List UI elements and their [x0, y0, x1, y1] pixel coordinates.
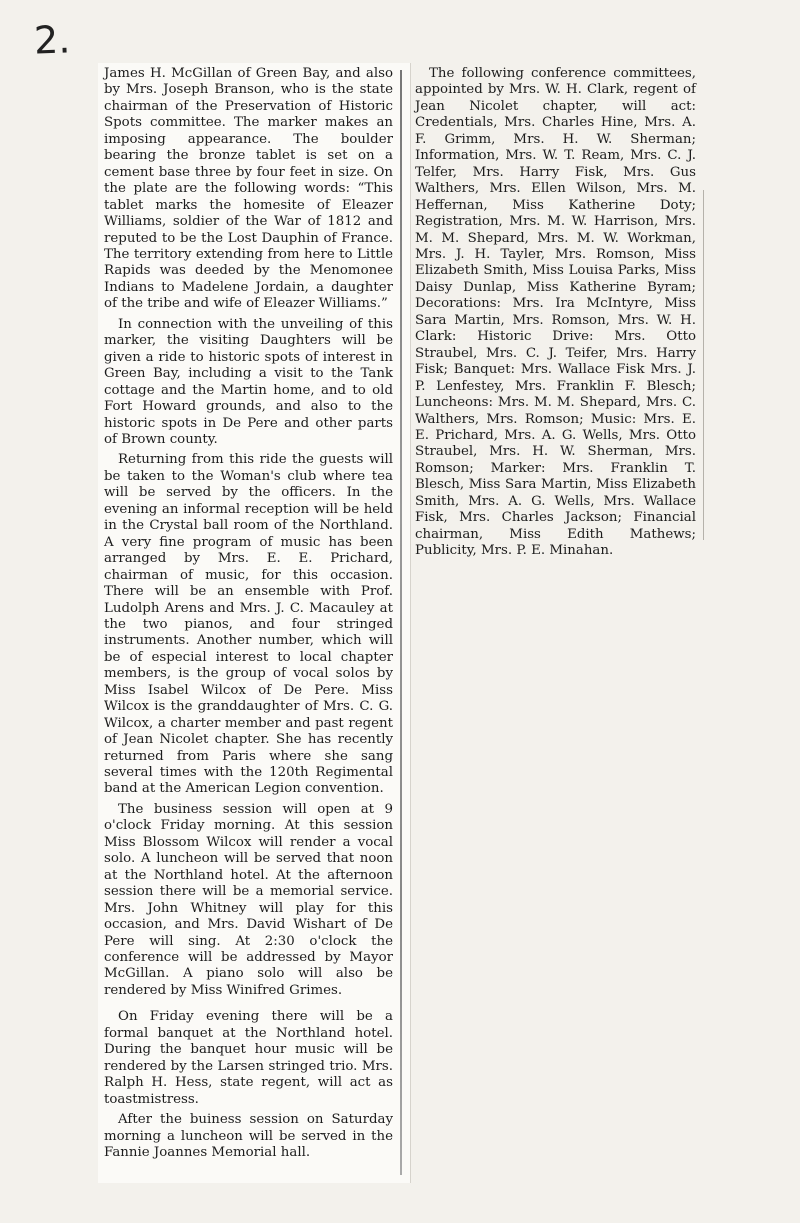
- article-right-column: [415, 66, 696, 564]
- clipping-edge-right: [703, 190, 704, 540]
- article-left-column: [104, 66, 393, 1165]
- left-paragraph-3: Returning from this ride the guests will be taken to the Woman's club where tea will be served by the officers. In the evening an informal reception will be held in the Crystal ball room of the Northland. A very fine program of music has been arranged by Mrs. E. E. Prichard, chairman of music, for this occasion. There will be an ensemble with Prof. Ludolph Arens and Mrs. J. C. Macauley at the two pianos, and four stringed instruments. Another number, which will be of especial interest to local chapter members, is the group of vocal solos by Miss Isabel Wilcox of De Pere. Miss Wilcox is the granddaughter of Mrs. C. G. Wilcox, a charter member and past regent of Jean Nicolet chapter. She has recently returned from Paris where she sang several times with the 120th Regimental band at the American Legion convention.: [104, 452, 393, 797]
- column-divider: [400, 70, 402, 1175]
- left-paragraph-4: The business session will open at 9 o'clock Friday morning. At this session Miss Blossom Wilcox will render a vocal solo. A luncheon will be served that noon at the Northland hotel. At the afternoon session there will be a memorial service. Mrs. John Whitney will play for this occasion, and Mrs. David Wishart of De Pere will sing. At 2:30 o'clock the conference will be addressed by Mayor McGillan. A piano solo will also be rendered by Miss Winifred Grimes.: [104, 801, 393, 998]
- left-paragraph-6: After the buiness session on Saturday morning a luncheon will be served in the Fannie Joannes Memorial hall.: [104, 1112, 393, 1160]
- page-number: 2.: [33, 17, 72, 63]
- left-paragraph-5: On Friday evening there will be a formal banquet at the Northland hotel. During the banquet hour music will be rendered by the Larsen stringed trio. Mrs. Ralph H. Hess, state regent, will act as toastmistress.: [104, 1009, 393, 1107]
- left-paragraph-2: In connection with the unveiling of this marker, the visiting Daughters will be given a ride to historic spots of interest in Green Bay, including a visit to the Tank cottage and the Martin home, and to old Fort Howard grounds, and also to the historic spots in De Pere and other parts of Brown county.: [104, 316, 393, 447]
- right-paragraph-1: The following conference committees, appointed by Mrs. W. H. Clark, regent of Jean Nicolet chapter, will act: Credentials, Mrs. Charles Hine, Mrs. A. F. Grimm, Mrs. H. W. Sherman; Information, Mrs. W. T. Ream, Mrs. C. J. Telfer, Mrs. Harry Fisk, Mrs. Gus Walthers, Mrs. Ellen Wilson, Mrs. M. Heffernan, Miss Katherine Doty; Registration, Mrs. M. W. Harrison, Mrs. M. M. Shepard, Mrs. M. W. Workman, Mrs. J. H. Tayler, Mrs. Romson, Miss Elizabeth Smith, Miss Louisa Parks, Miss Daisy Dunlap, Miss Katherine Byram; Decorations: Mrs. Ira McIntyre, Miss Sara Martin, Mrs. Romson, Mrs. W. H. Clark: Historic Drive: Mrs. Otto Straubel, Mrs. C. J. Teifer, Mrs. Harry Fisk; Banquet: Mrs. Wallace Fisk Mrs. J. P. Lenfestey, Mrs. Franklin F. Blesch; Luncheons: Mrs. M. M. Shepard, Mrs. C. Walthers, Mrs. Romson; Music: Mrs. E. E. Prichard, Mrs. A. G. Wells, Mrs. Otto Straubel, Mrs. H. W. Sherman, Mrs. Romson; Marker: Mrs. Franklin T. Blesch, Miss Sara Martin, Miss Elizabeth Smith, Mrs. A. G. Wells, Mrs. Wallace Fisk, Mrs. Charles Jackson; Financial chairman, Miss Edith Mathews; Publicity, Mrs. P. E. Minahan.: [415, 66, 696, 559]
- left-paragraph-1: James H. McGillan of Green Bay, and also by Mrs. Joseph Branson, who is the state chairman of the Preservation of Historic Spots committee. The marker makes an imposing appearance. The boulder bearing the bronze tablet is set on a cement base three by four feet in size. On the plate are the following words: “This tablet marks the homesite of Eleazer Williams, soldier of the War of 1812 and reputed to be the Lost Dauphin of France. The territory extending from here to Little Rapids was deeded by the Menomonee Indians to Madelene Jordain, a daughter of the tribe and wife of Eleazer Williams.”: [104, 66, 393, 312]
